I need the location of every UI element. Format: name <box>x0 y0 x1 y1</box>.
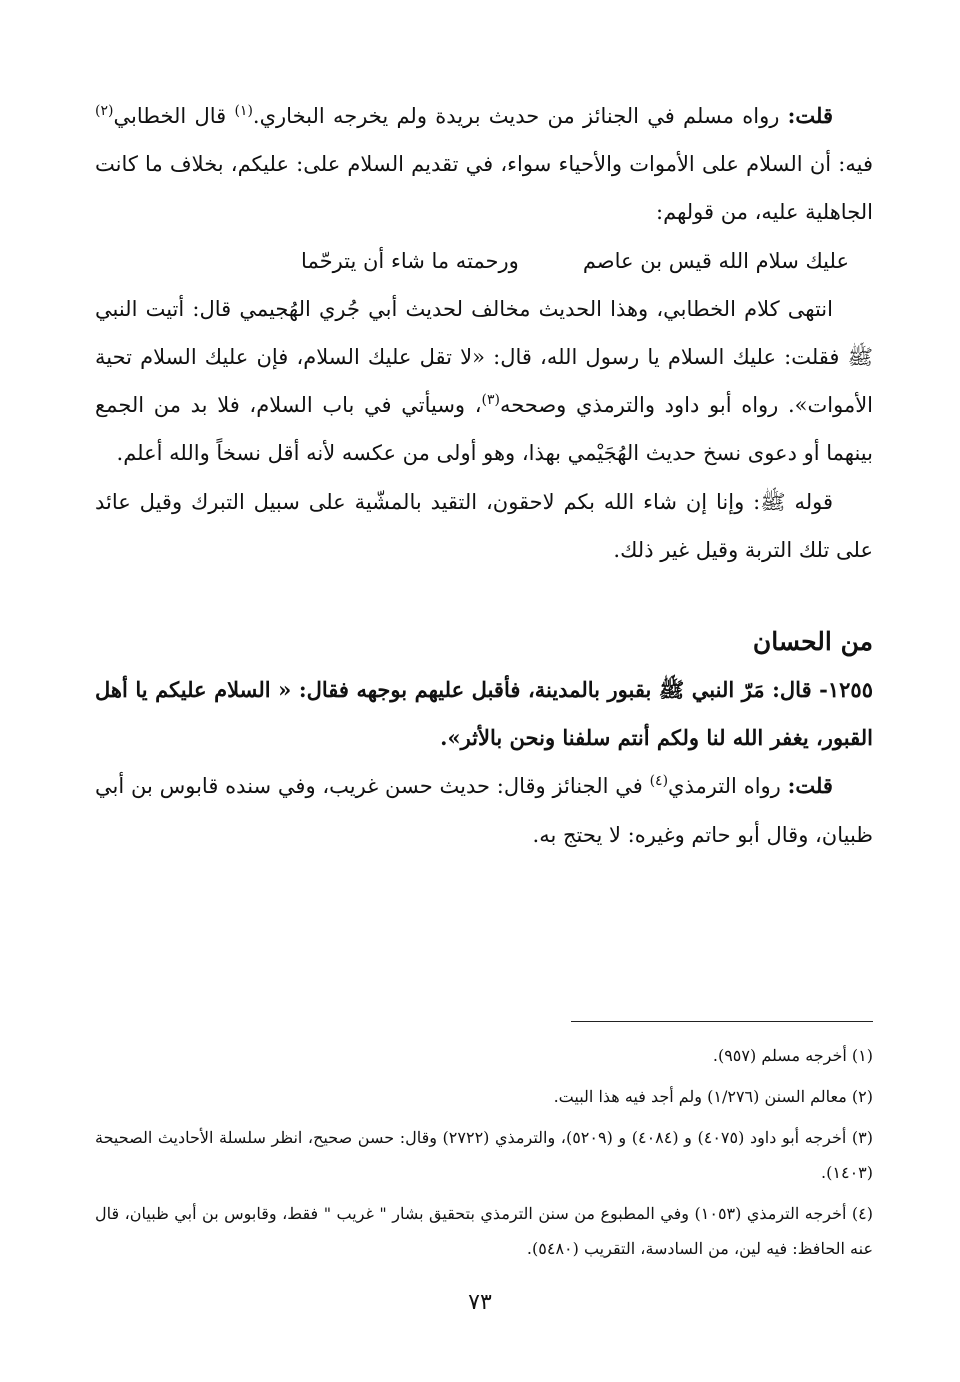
hadith-1255 <box>95 666 873 762</box>
paragraph-text: فيه: أن السلام على الأموات والأحياء سواء، في تقديم السلام على: عليكم، بخلاف ما كانت الجاهلية عليه، من قولهم: <box>95 152 873 225</box>
paragraph-text: قال الخطابي <box>113 104 235 128</box>
paragraph-3 <box>95 478 873 574</box>
verse-hemistich-2: ورحمته ما شاء أن يترحّما <box>301 248 519 273</box>
paragraph-text: رواه مسلم في الجنائز من حديث بريدة ولم يخرجه البخاري. <box>252 104 788 128</box>
footnotes <box>95 1038 873 1272</box>
page-body <box>95 92 873 859</box>
footnote-ref-3[interactable]: (٣) <box>481 392 500 409</box>
footnote-2: (٢) معالم السنن (١/٢٧٦) ولم أجد فيه هذا البيت. <box>553 1087 873 1106</box>
lead-label: قلت: <box>787 103 833 128</box>
paragraph-1 <box>95 92 873 237</box>
lead-label: قلت: <box>787 773 833 799</box>
paragraph-text: ، وسيأتي في باب السلام، فلا بد من الجمع بينهما أو دعوى نسخ حديث الهُجَيْمي بهذا، وهو أولى من عكسه لأنه أقل نسخاً والله أعلم. <box>95 393 873 466</box>
footnote-ref-2[interactable]: (٢) <box>95 103 114 119</box>
footnote-ref-1[interactable]: (١) <box>234 103 253 119</box>
footnote-4: (٤) أخرجه الترمذي (١٠٥٣) وفي المطبوع من سنن الترمذي بتحقيق بشار " غريب " فقط، وقابوس بن أبي ظبيان، قال عنه الحافظ: فيه لين، من السادسة، التقريب (٥٤٨٠). <box>95 1204 874 1258</box>
page-number: ٧٣ <box>468 1290 492 1315</box>
hadith-number: ١٢٥٥- قال: <box>772 677 873 703</box>
verse-hemistich-1: عليك سلام الله قيس بن عاصم <box>582 248 849 273</box>
section-title: من الحسان <box>752 627 873 657</box>
hadith-text: مَرّ النبي ﷺ بقبور بالمدينة، فأقبل عليهم بوجهه فقال: « السلام عليكم يا أهل القبور، يغفر الله لنا ولكم أنتم سلفنا ونحن بالأثر». <box>95 677 873 751</box>
footnote-ref-4[interactable]: (٤) <box>649 773 669 790</box>
footnote-divider <box>571 1021 873 1022</box>
paragraph-4 <box>95 762 873 858</box>
paragraph-text: انتهى كلام الخطابي، وهذا الحديث مخالف لحديث أبي جُري الهُجيمي قال: أتيت النبي ﷺ فقلت: عليك السلام يا رسول الله، قال: «لا تقل عليك السلام، فإن عليك السلام تحية الأموات». رواه أبو داود والترمذي وصححه <box>95 296 874 418</box>
paragraph-text: قوله ﷺ: وإنا إن شاء الله بكم لاحقون، التقيد بالمشّية على سبيل التبرك وقيل عائد على تلك التربة وقيل غير ذلك. <box>95 489 873 562</box>
footnote-1: (١) أخرجه مسلم (٩٥٧). <box>712 1046 873 1065</box>
paragraph-text: في الجنائز وقال: حديث حسن غريب، وفي سنده قابوس بن أبي ظبيان، وقال أبو حاتم وغيره: لا يحتج به. <box>95 774 873 847</box>
poetry-verse <box>95 237 873 285</box>
footnote-3: (٣) أخرجه أبو داود (٤٠٧٥) و (٤٠٨٤) و (٥٢٠٩)، والترمذي (٢٧٢٢) وقال: حسن صحيح، انظر سلسلة الأحاديث الصحيحة (١٤٠٣). <box>95 1128 874 1182</box>
paragraph-2 <box>95 285 873 478</box>
paragraph-text: رواه الترمذي <box>668 774 788 799</box>
